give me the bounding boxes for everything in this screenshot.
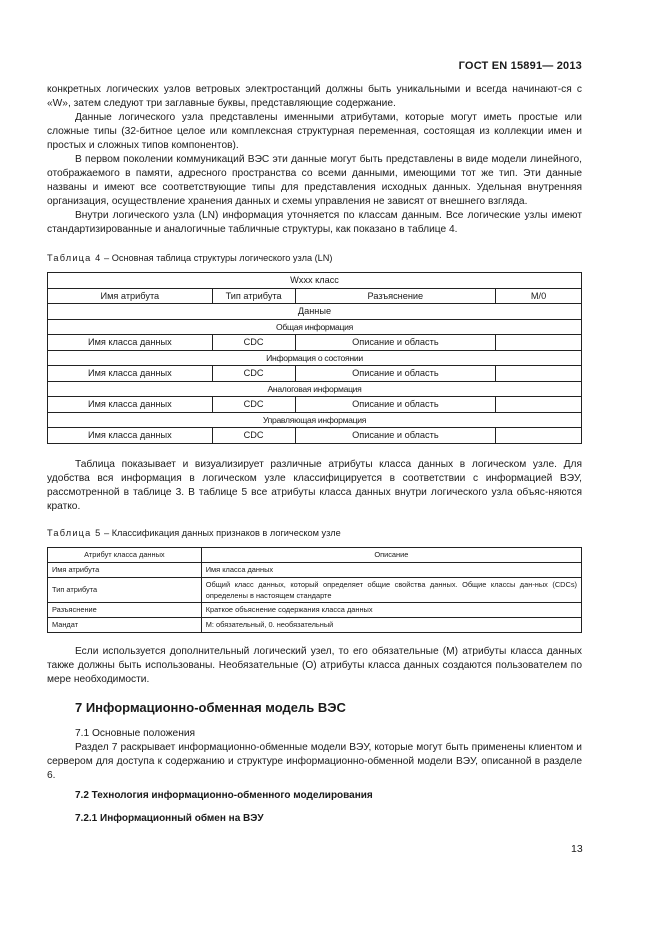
table-row (48, 273, 582, 289)
table-row (48, 335, 582, 351)
group-title-cell: Информация о состоянии (48, 350, 582, 366)
paragraph: Раздел 7 раскрывает информационно-обменные модели ВЭУ, которые могут быть применены клиентом и сервером для доступа к содержанию и структуре информационно-обменной модели ВЭУ, описанной в разделе 6. (47, 741, 582, 781)
group-title-cell: Общая информация (48, 319, 582, 335)
table4-caption-text: – Основная таблица структуры логического узла (LN) (101, 253, 333, 263)
table5-caption (47, 526, 582, 540)
group-title-row (48, 381, 582, 397)
table4-caption-prefix: Таблица 4 (47, 253, 102, 263)
table-header-row (48, 547, 582, 562)
table-cell: М: обязательный, 0. необязательный (201, 617, 581, 632)
table-cell: CDC (212, 366, 295, 382)
paragraph: конкретных логических узлов ветровых электростанций должны быть уникальными и всегда начинают-ся с «W», затем следуют три заглавные буквы, представляющие содержание. (47, 84, 582, 109)
table-cell: Имя класса данных (48, 428, 213, 444)
paragraph: Таблица показывает и визуализирует различные атрибуты класса данных в логическом узле. Для удобства вся информация в логическом узле классифицируется в соответствии с информацией ВЭУ, рассмотренной в таблице 3. В таблице 5 все атрибуты класса данных внутри логического узла объяс-няются кратко. (47, 458, 582, 512)
table-cell: Имя класса данных (48, 335, 213, 351)
subsection-heading: 7.1 Основные положения (75, 727, 196, 739)
paragraph: Внутри логического узла (LN) информация уточняется по классам данным. Все логические узлы имеют стандартизированные и аналогичные табличные структуры, как показано в таблице 4. (47, 210, 582, 235)
data-row-cell: Данные (48, 304, 582, 320)
table-cell: Описание и область (295, 335, 496, 351)
table-row (48, 397, 582, 413)
group-title-row (48, 319, 582, 335)
table-row (48, 562, 582, 577)
table5-caption-prefix: Таблица 5 (47, 527, 102, 538)
table-cell (496, 428, 582, 444)
table-row (48, 428, 582, 444)
paragraph: В первом поколении коммуникаций ВЭС эти данные могут быть представлены в виде модели линейного, отображаемого в памяти, адресного пространства со всеми данными, имеющими тот же тип. Эти данные названы и имеют все соответствующие типы для представления исходных данных. Удельная внутренняя организация, осуществление хранения данных и схемы управления не зависят от внешнего взгляда. (47, 154, 582, 207)
table-cell: Имя класса данных (48, 366, 213, 382)
table-cell: Описание и область (295, 428, 496, 444)
table-cell: CDC (212, 428, 295, 444)
group-title-row (48, 350, 582, 366)
table-cell: CDC (212, 397, 295, 413)
table-cell: Имя атрибута (48, 562, 202, 577)
section-heading: 7 Информационно-обменная модель ВЭС (75, 699, 346, 715)
table-row (48, 577, 582, 602)
table-cell: Разъяснение (48, 602, 202, 617)
table-cell: Имя класса данных (48, 397, 213, 413)
ln-structure-table (47, 272, 582, 444)
table-row (48, 602, 582, 617)
table-cell (496, 366, 582, 382)
table-row (48, 304, 582, 320)
subsection-heading: 7.2.1 Информационный обмен на ВЭУ (75, 812, 264, 824)
header-cell: М/0 (496, 288, 582, 304)
table-header-row (48, 288, 582, 304)
table-cell: Краткое объяснение содержания класса данных (201, 602, 581, 617)
subsection-heading: 7.2 Технология информационно-обменного моделирования (75, 789, 373, 801)
header-cell: Тип атрибута (212, 288, 295, 304)
table-row (48, 366, 582, 382)
group-title-cell: Аналоговая информация (48, 381, 582, 397)
table-cell: CDC (212, 335, 295, 351)
standard-id-header: ГОСТ EN 15891— 2013 (458, 60, 582, 72)
table-row (48, 617, 582, 632)
table-cell: Имя класса данных (201, 562, 581, 577)
class-row-cell: Wxxx класс (48, 273, 582, 289)
page-number: 13 (571, 843, 583, 855)
group-title-cell: Управляющая информация (48, 412, 582, 428)
table-cell: Общий класс данных, который определяет общие свойства данных. Общие классы дан-ных (CDCs) определены в настоящем стандарте (201, 577, 581, 602)
page-content (47, 83, 582, 826)
table5-caption-text: – Классификация данных признаков в логическом узле (101, 527, 341, 538)
group-title-row (48, 412, 582, 428)
header-cell: Описание (201, 547, 581, 562)
header-cell: Атрибут класса данных (48, 547, 202, 562)
paragraph: Если используется дополнительный логический узел, то его обязательные (М) атрибуты класса данных также должны быть использованы. Необязательные (О) атрибуты класса данных создаются пользователем по мере необходимости. (47, 645, 582, 685)
table-cell: Описание и область (295, 366, 496, 382)
table-cell: Тип атрибута (48, 577, 202, 602)
table-cell: Мандат (48, 617, 202, 632)
paragraph: Данные логического узла представлены именными атрибутами, которые могут иметь простые или сложные типы (32-битное целое или комплексная структурная переменная, состоящая из коллекции имен и простых и сложных типов компонентов). (47, 112, 582, 151)
table-cell: Описание и область (295, 397, 496, 413)
table-cell (496, 397, 582, 413)
table-cell (496, 335, 582, 351)
table4-caption (47, 251, 582, 265)
header-cell: Имя атрибута (48, 288, 213, 304)
attribute-classification-table (47, 547, 582, 633)
header-cell: Разъяснение (295, 288, 496, 304)
